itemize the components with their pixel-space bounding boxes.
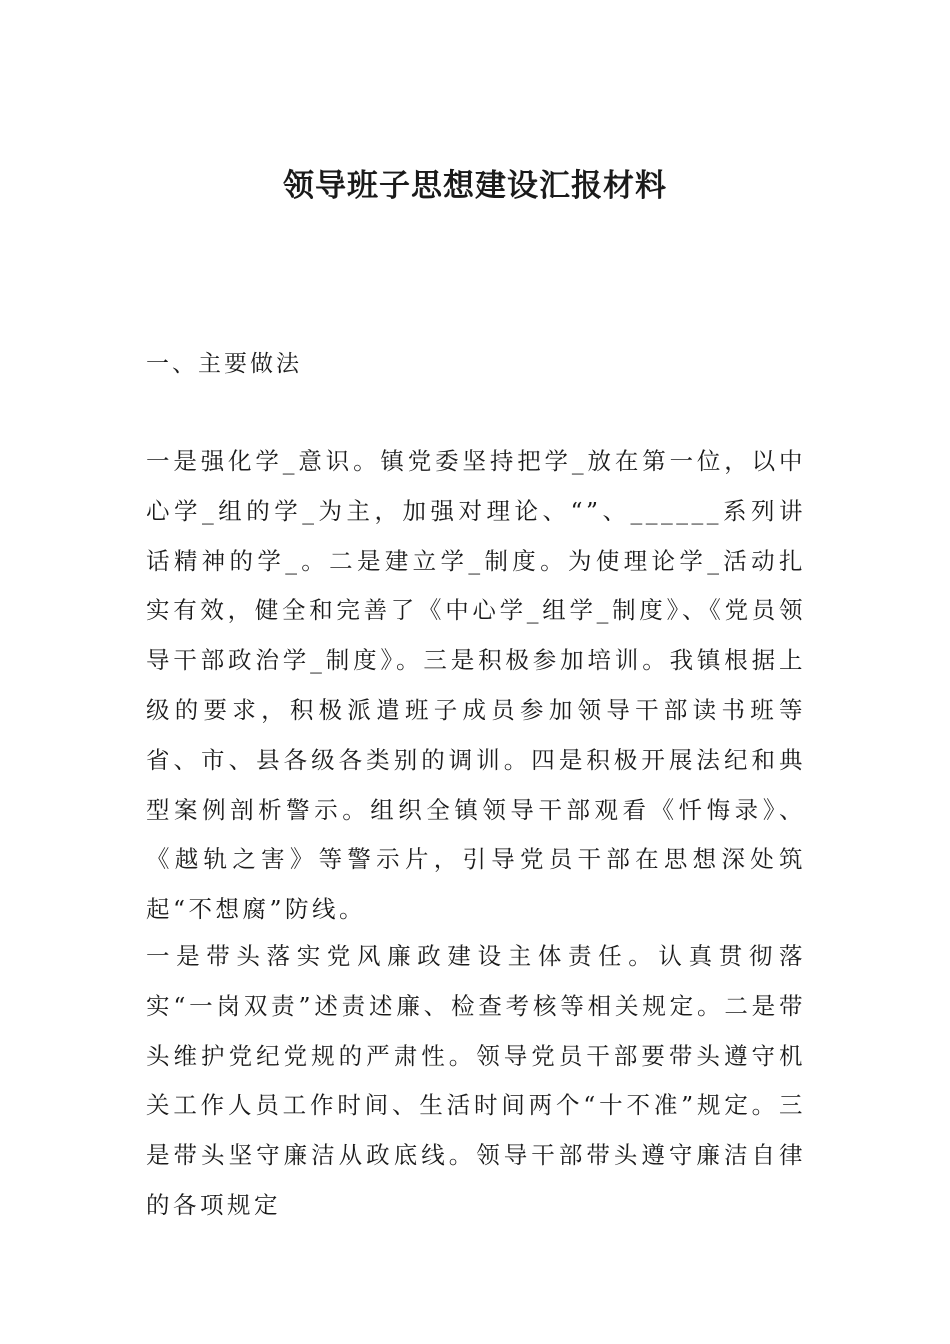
document-title: 领导班子思想建设汇报材料 [283, 168, 667, 204]
paragraph-2: 一是带头落实党风廉政建设主体责任。认真贯彻落实“一岗双责”述责述廉、检查考核等相关规定。二是带头维护党纪党规的严肃性。领导党员干部要带头遵守机关工作人员工作时间、生活时间两个“十不准”规定。三是带头坚守廉洁从政底线。领导干部带头遵守廉洁自律的各项规定 [146, 942, 806, 1219]
paragraph-1: 一是强化学_意识。镇党委坚持把学_放在第一位，以中心学_组的学_为主，加强对理论、“”、______系列讲话精神的学_。二是建立学_制度。为使理论学_活动扎实有效，健全和完善了《中心学_组学_制度》、《党员领导干部政治学_制度》。三是积极参加培训。我镇根据上级的要求，积极派遣班子成员参加领导干部读书班等省、市、县各级各类别的调训。四是积极开展法纪和典型案例剖析警示。组织全镇领导干部观看《忏悔录》、《越轨之害》等警示片，引导党员干部在思想深处筑起“不想腐”防线。 [146, 447, 806, 924]
section-heading: 一、主要做法 [146, 351, 302, 377]
